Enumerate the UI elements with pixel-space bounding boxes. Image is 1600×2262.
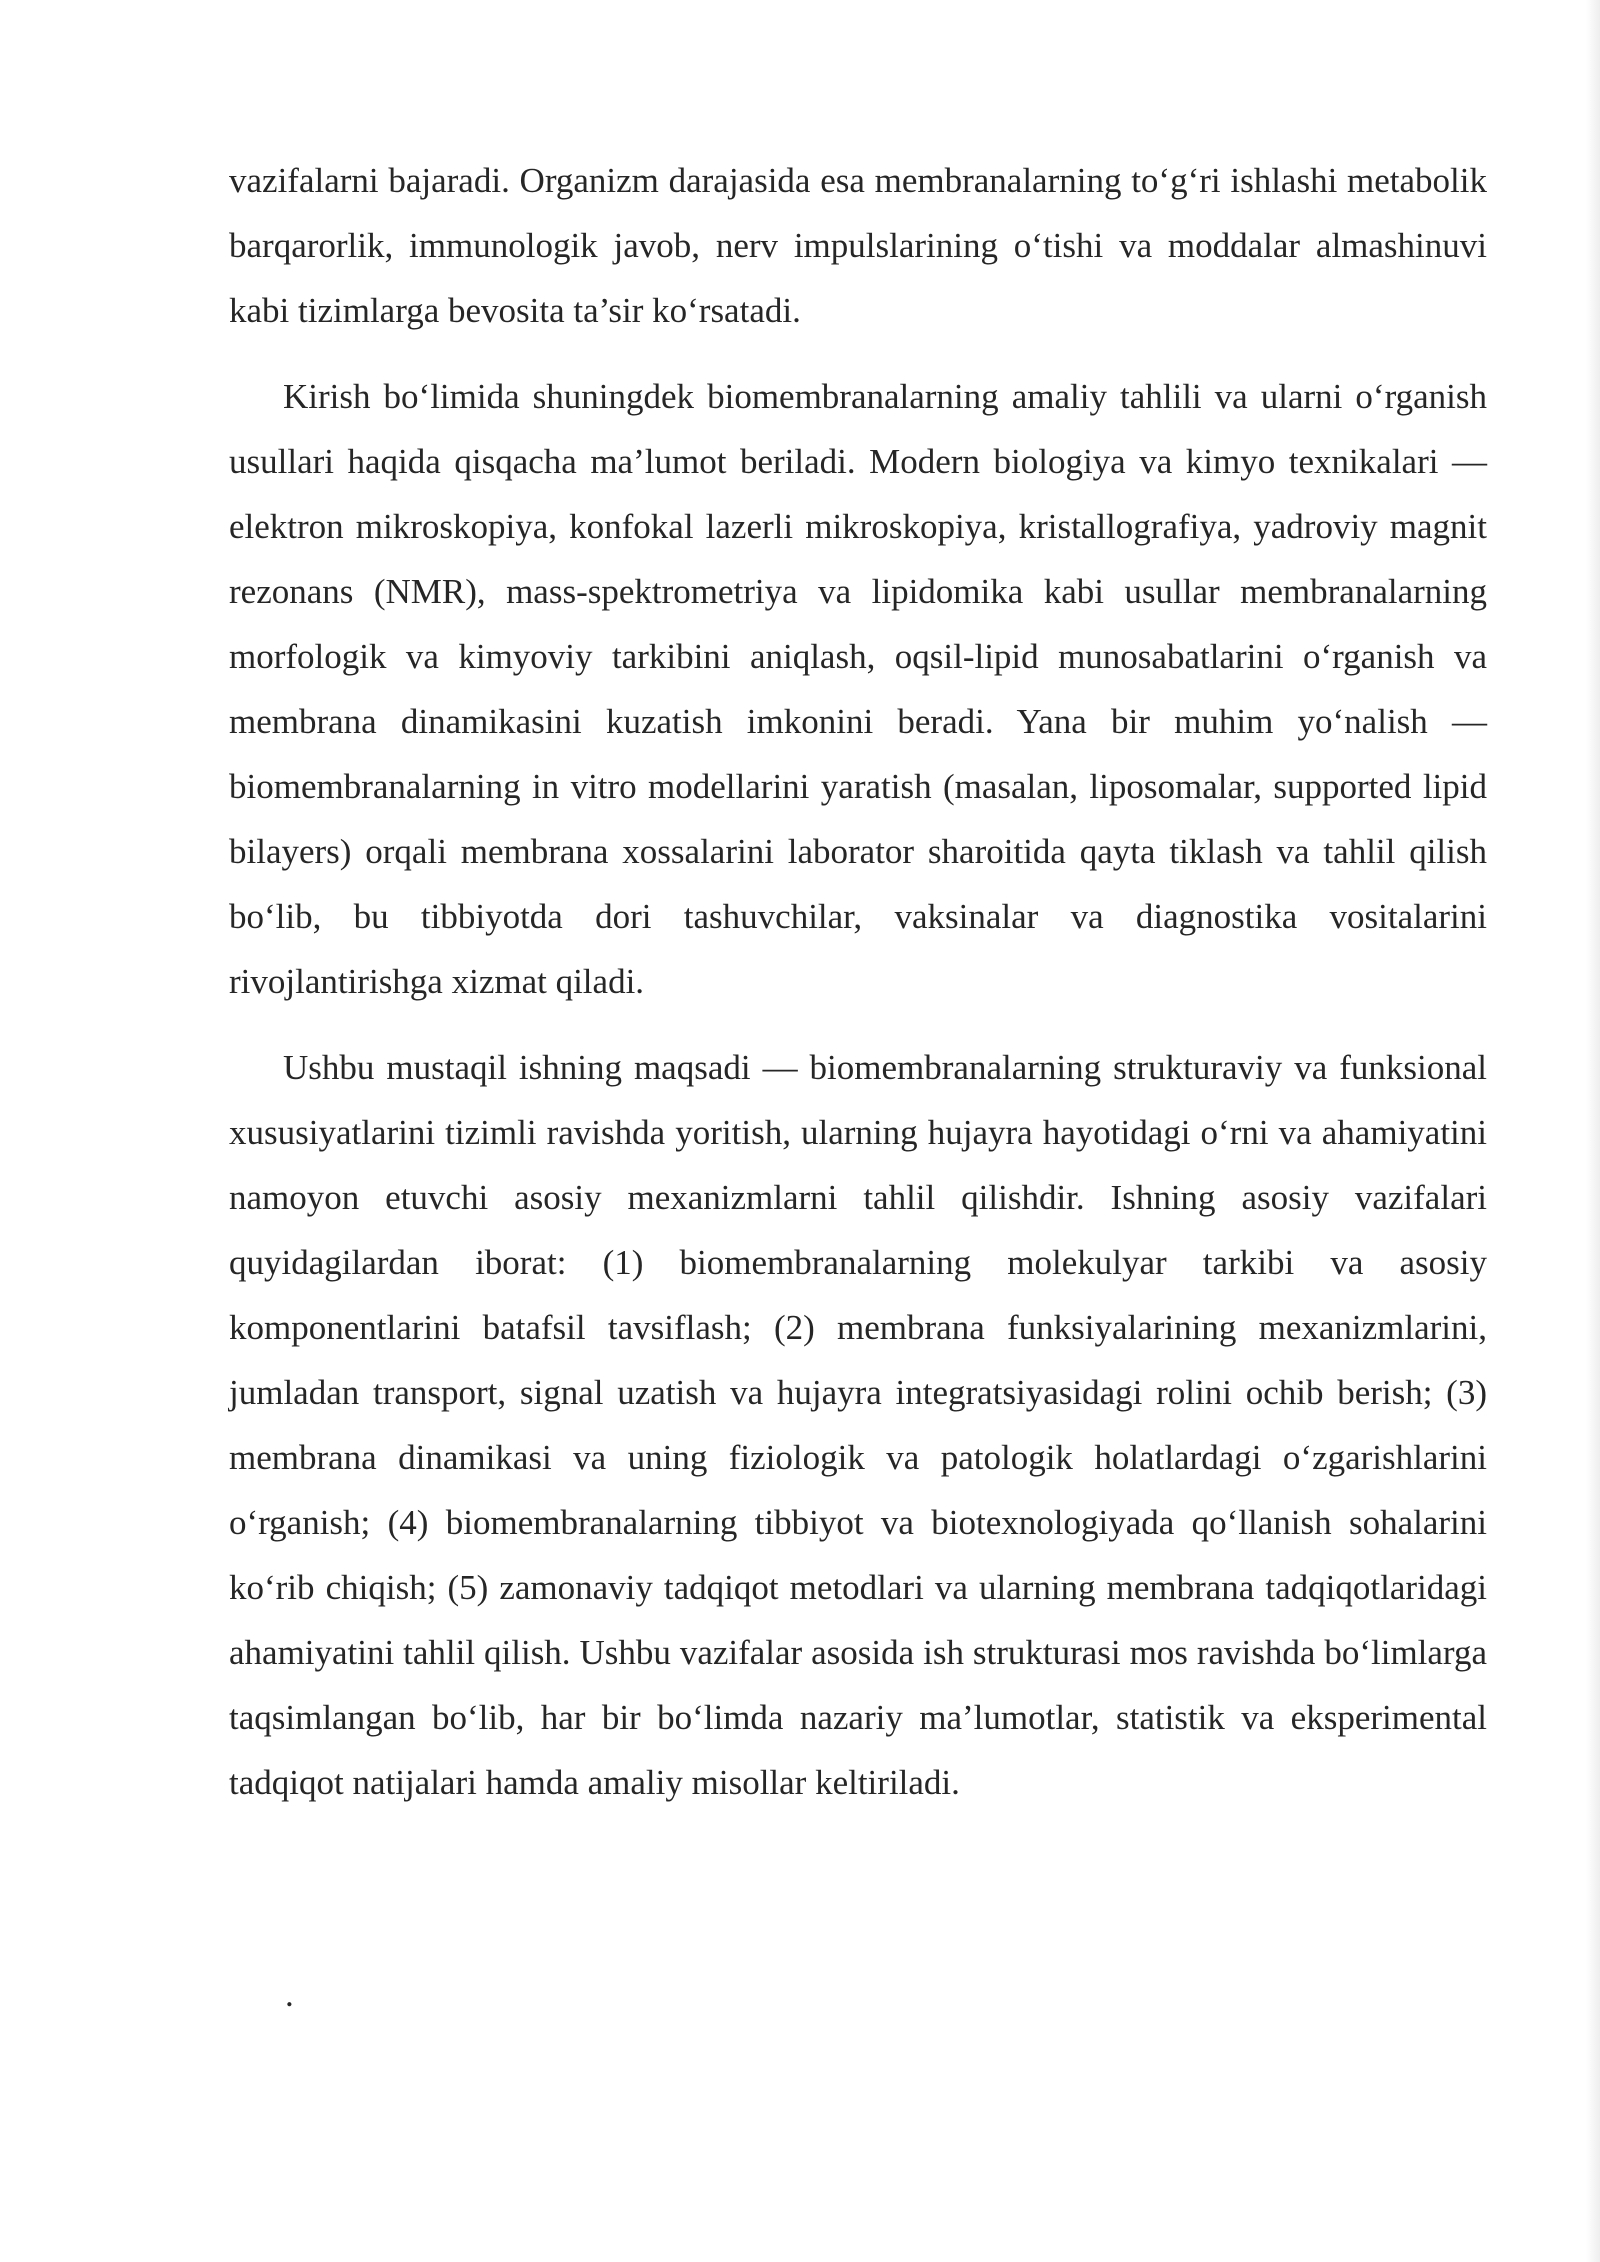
paragraph-research-methods: Kirish bo‘limida shuningdek biomembranalarning amaliy tahlili va ularni o‘rganish usullari haqida qisqacha ma’lumot beriladi. Modern biologiya va kimyo texnikalari — elektron mikroskopiya, konfokal lazerli mikroskopiya, kristallografiya, yadroviy magnit rezonans (NMR), mass-spektrometriya va lipidomika kabi usullar membranalarning morfologik va kimyoviy tarkibini aniqlash, oqsil-lipid munosabatlarini o‘rganish va membrana dinamikasini kuzatish imkonini beradi. Yana bir muhim yo‘nalish — biomembranalarning in vitro modellarini yaratish (masalan, liposomalar, supported lipid bilayers) orqali membrana xossalarini laborator sharoitida qayta tiklash va tahlil qilish bo‘lib, bu tibbiyotda dori tashuvchilar, vaksinalar va diagnostika vositalarini rivojlantirishga xizmat qiladi. [229, 377, 1487, 1001]
paragraph-continuation: vazifalarni bajaradi. Organizm darajasida esa membranalarning to‘g‘ri ishlashi metabolik barqarorlik, immunologik javob, nerv impulslarining o‘tishi va moddalar almashinuvi kabi tizimlarga bevosita ta’sir ko‘rsatadi. [229, 161, 1487, 330]
trailing-period: . [285, 1975, 294, 2014]
paragraph-aims-and-tasks: Ushbu mustaqil ishning maqsadi — biomembranalarning strukturaviy va funksional xususiyatlarini tizimli ravishda yoritish, ularning hujayra hayotidagi o‘rni va ahamiyatini namoyon etuvchi asosiy mexanizmlarni tahlil qilishdir. Ishning asosiy vazifalari quyidagilardan iborat: (1) biomembranalarning molekulyar tarkibi va asosiy komponentlarini batafsil tavsiflash; (2) membrana funksiyalarining mexanizmlarini, jumladan transport, signal uzatish va hujayra integratsiyasidagi rolini ochib berish; (3) membrana dinamikasi va uning fiziologik va patologik holatlardagi o‘zgarishlarini o‘rganish; (4) biomembranalarning tibbiyot va biotexnologiyada qo‘llanish sohalarini ko‘rib chiqish; (5) zamonaviy tadqiqot metodlari va ularning membrana tadqiqotlaridagi ahamiyatini tahlil qilish. Ushbu vazifalar asosida ish strukturasi mos ravishda bo‘limlarga taqsimlangan bo‘lib, har bir bo‘limda nazariy ma’lumotlar, statistik va eksperimental tadqiqot natijalari hamda amaliy misollar keltiriladi. [229, 1048, 1487, 1802]
body-text [229, 148, 1487, 1815]
page-edge-shadow [1586, 0, 1600, 2262]
